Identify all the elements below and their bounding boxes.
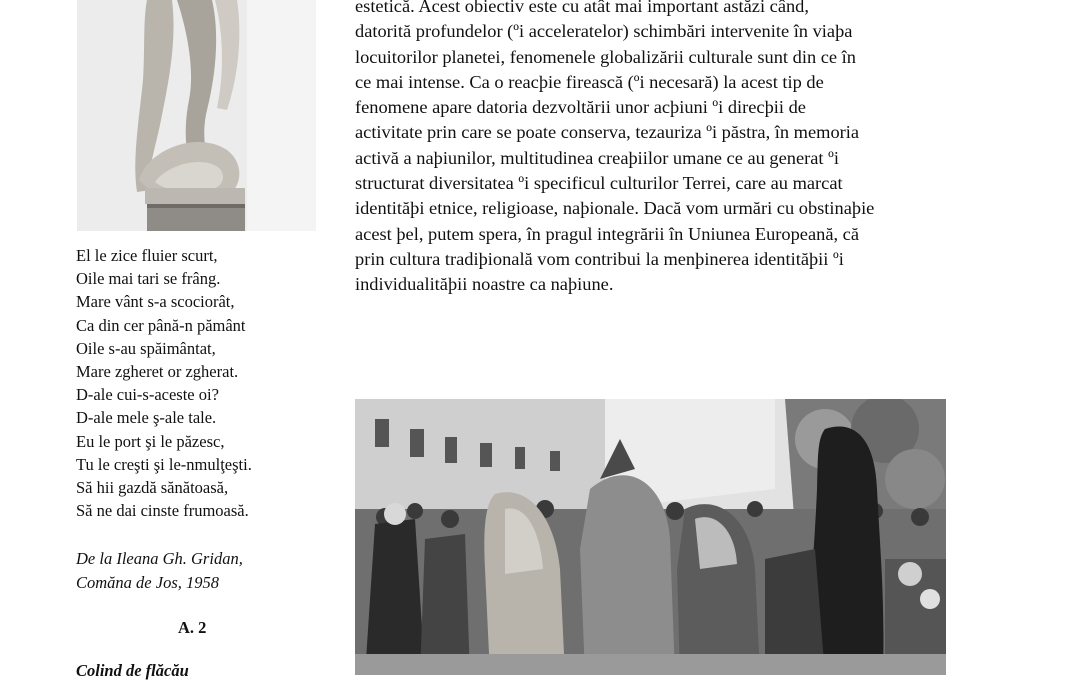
poem-line: Să hii gazdă sănătoasă, <box>76 478 229 498</box>
section-heading: A. 2 <box>178 618 207 637</box>
article-text <box>355 0 955 298</box>
article-line: individualităþii noastre ca naþiune. <box>355 274 614 295</box>
sculpture-photo <box>77 0 316 231</box>
section-subheading: Colind de flăcău <box>76 661 189 680</box>
poem <box>76 244 336 522</box>
poem-line: Oile s-au spăimântat, <box>76 338 216 358</box>
article-line: identităþi etnice, religioase, naþionale. Dacă vom urmări cu obstinaþie <box>355 198 875 219</box>
source-line: Comăna de Jos, 1958 <box>76 573 219 592</box>
article-line: fenomene apare datoria dezvoltării unor acþiuni ºi direcþii de <box>355 97 806 118</box>
article-line: ce mai intense. Ca o reacþie firească (ºi necesară) la acest tip de <box>355 71 824 92</box>
article-line: estetică. Acest obiectiv este cu atât mai important astăzi când, <box>355 0 809 16</box>
folk-parade-photo <box>355 399 946 675</box>
article-line: prin cultura tradiþională vom contribui la menþinerea identităþii ºi <box>355 248 844 269</box>
poem-line: Ca din cer până-n pământ <box>76 315 246 335</box>
poem-line: Mare zgheret or zgherat. <box>76 362 239 382</box>
poem-line: D-ale mele ş-ale tale. <box>76 408 217 428</box>
poem-line: El le zice fluier scurt, <box>76 246 218 265</box>
poem-line: Mare vânt s-a scociorât, <box>76 292 235 312</box>
article-line: datorită profundelor (ºi acceleratelor) schimbări intervenite în viaþa <box>355 21 853 42</box>
poem-line: Să ne dai cinste frumoasă. <box>76 501 249 521</box>
poem-line: D-ale cui-s-aceste oi? <box>76 385 219 405</box>
poem-line: Eu le port şi le păzesc, <box>76 431 225 451</box>
article-line: acest þel, putem spera, în pragul integrării în Uniunea Europeană, că <box>355 223 860 244</box>
article-line: locuitorilor planetei, fenomenele globalizării culturale sunt din ce în <box>355 46 856 67</box>
poem-line: Oile mai tari se frâng. <box>76 269 221 289</box>
article-line: structurat diversitatea ºi specificul culturilor Terrei, care au marcat <box>355 173 843 194</box>
poem-source <box>76 547 336 595</box>
source-line: De la Ileana Gh. Gridan, <box>76 549 243 568</box>
article-line: activitate prin care se poate conserva, tezauriza ºi păstra, în memoria <box>355 122 860 143</box>
poem-line: Tu le creşti şi le-nmulţeşti. <box>76 454 252 474</box>
article-line: activă a naþiunilor, multitudinea creaþiilor umane ce au generat ºi <box>355 147 839 168</box>
